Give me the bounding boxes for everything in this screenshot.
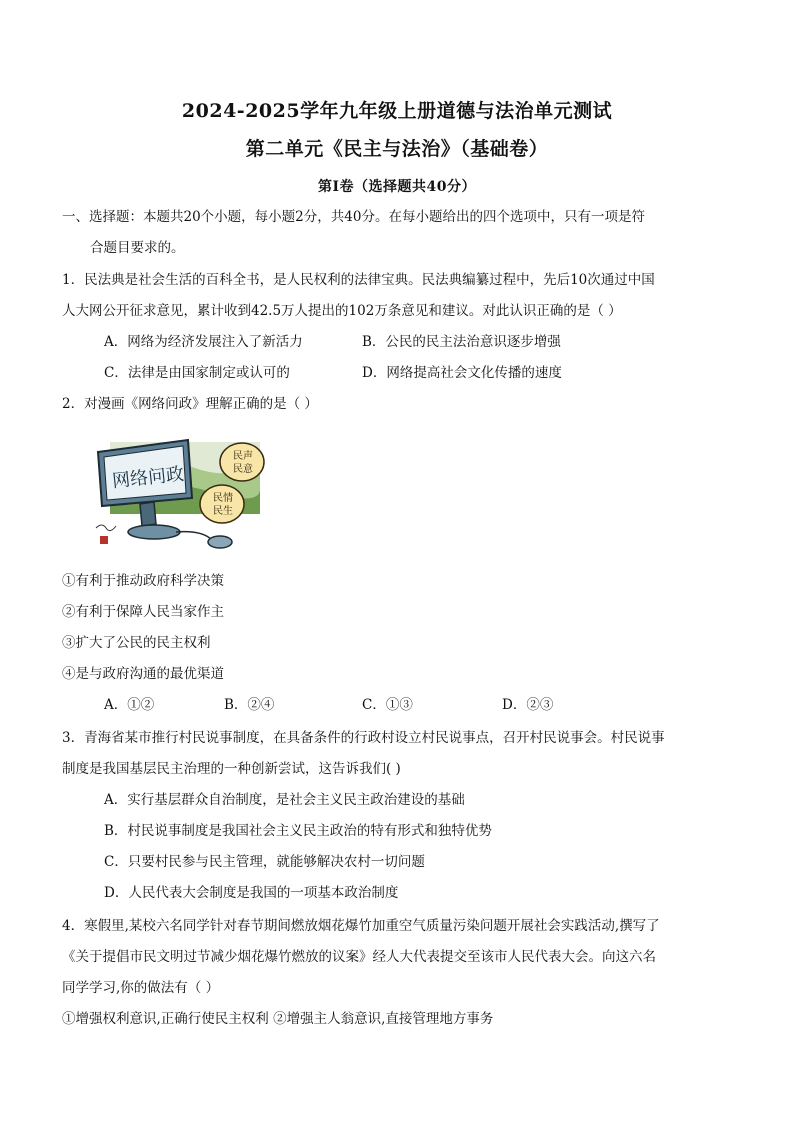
instructions-line-1: 一、选择题：本题共20个小题，每小题2分，共40分。在每小题给出的四个选项中，只有一项是符 <box>62 209 645 225</box>
q3-stem-line-1: 3．青海省某市推行村民说事制度，在具备条件的行政村设立村民说事点，召开村民说事会。村民说事 <box>62 730 665 746</box>
q4-stem-line-2: 《关于提倡市民文明过节减少烟花爆竹燃放的议案》经人大代表提交至该市人民代表大会。向这六名 <box>62 949 656 965</box>
q2-option-a: A．①② <box>104 697 155 713</box>
q4-stem-line-3: 同学学习,你的做法有（ ） <box>62 980 220 996</box>
network-politics-cartoon <box>92 432 274 550</box>
q1-option-c: C．法律是由国家制定或认可的 <box>104 365 290 381</box>
q2-stem: 2．对漫画《网络问政》理解正确的是（ ） <box>62 396 318 412</box>
q1-stem-line-2: 人大网公开征求意见，累计收到42.5万人提出的102万条意见和建议。对此认识正确的是（ ） <box>62 303 622 319</box>
svg-text:民声: 民声 <box>233 451 253 462</box>
cartoon-screen-text: 网络问政 <box>111 463 186 493</box>
unit-subtitle: 第二单元《民主与法治》（基础卷） <box>245 138 549 160</box>
q3-stem-line-2: 制度是我国基层民主治理的一种创新尝试，这告诉我们( ) <box>62 761 401 777</box>
q2-option-b: B．②④ <box>224 697 275 713</box>
q3-option-c: C．只要村民参与民主管理，就能够解决农村一切问题 <box>104 854 425 870</box>
q3-option-b: B．村民说事制度是我国社会主义民主政治的特有形式和独特优势 <box>104 823 492 839</box>
svg-text:民情: 民情 <box>213 493 233 504</box>
svg-text:民意: 民意 <box>233 464 253 475</box>
q2-statement-2: ②有利于保障人民当家作主 <box>62 604 224 620</box>
q1-stem-line-1: 1．民法典是社会生活的百科全书，是人民权利的法律宝典。民法典编纂过程中，先后10次通过中国 <box>62 272 655 288</box>
svg-text:民生: 民生 <box>213 506 233 517</box>
q4-stem-line-1: 4．寒假里,某校六名同学针对春节期间燃放烟花爆竹加重空气质量污染问题开展社会实践活动,撰写了 <box>62 918 660 934</box>
q1-option-a: A．网络为经济发展注入了新活力 <box>104 334 303 350</box>
q1-option-d: D．网络提高社会文化传播的速度 <box>362 365 562 381</box>
q3-option-d: D．人民代表大会制度是我国的一项基本政治制度 <box>104 885 399 901</box>
q2-option-d: D．②③ <box>502 697 554 713</box>
section-heading: 第Ⅰ卷（选择题共40分） <box>317 179 477 195</box>
q4-statements-1-2: ①增强权利意识,正确行使民主权利 ②增强主人翁意识,直接管理地方事务 <box>62 1011 494 1027</box>
q2-option-c: C．①③ <box>362 697 413 713</box>
exam-title: 2024-2025学年九年级上册道德与法治单元测试 <box>181 100 613 122</box>
instructions-line-2: 合题目要求的。 <box>90 240 185 256</box>
q1-option-b: B．公民的民主法治意识逐步增强 <box>362 334 561 350</box>
q2-statement-1: ①有利于推动政府科学决策 <box>62 573 224 589</box>
q2-statement-4: ④是与政府沟通的最优渠道 <box>62 666 224 682</box>
q2-statement-3: ③扩大了公民的民主权利 <box>62 635 211 651</box>
q3-option-a: A．实行基层群众自治制度，是社会主义民主政治建设的基础 <box>104 792 465 808</box>
